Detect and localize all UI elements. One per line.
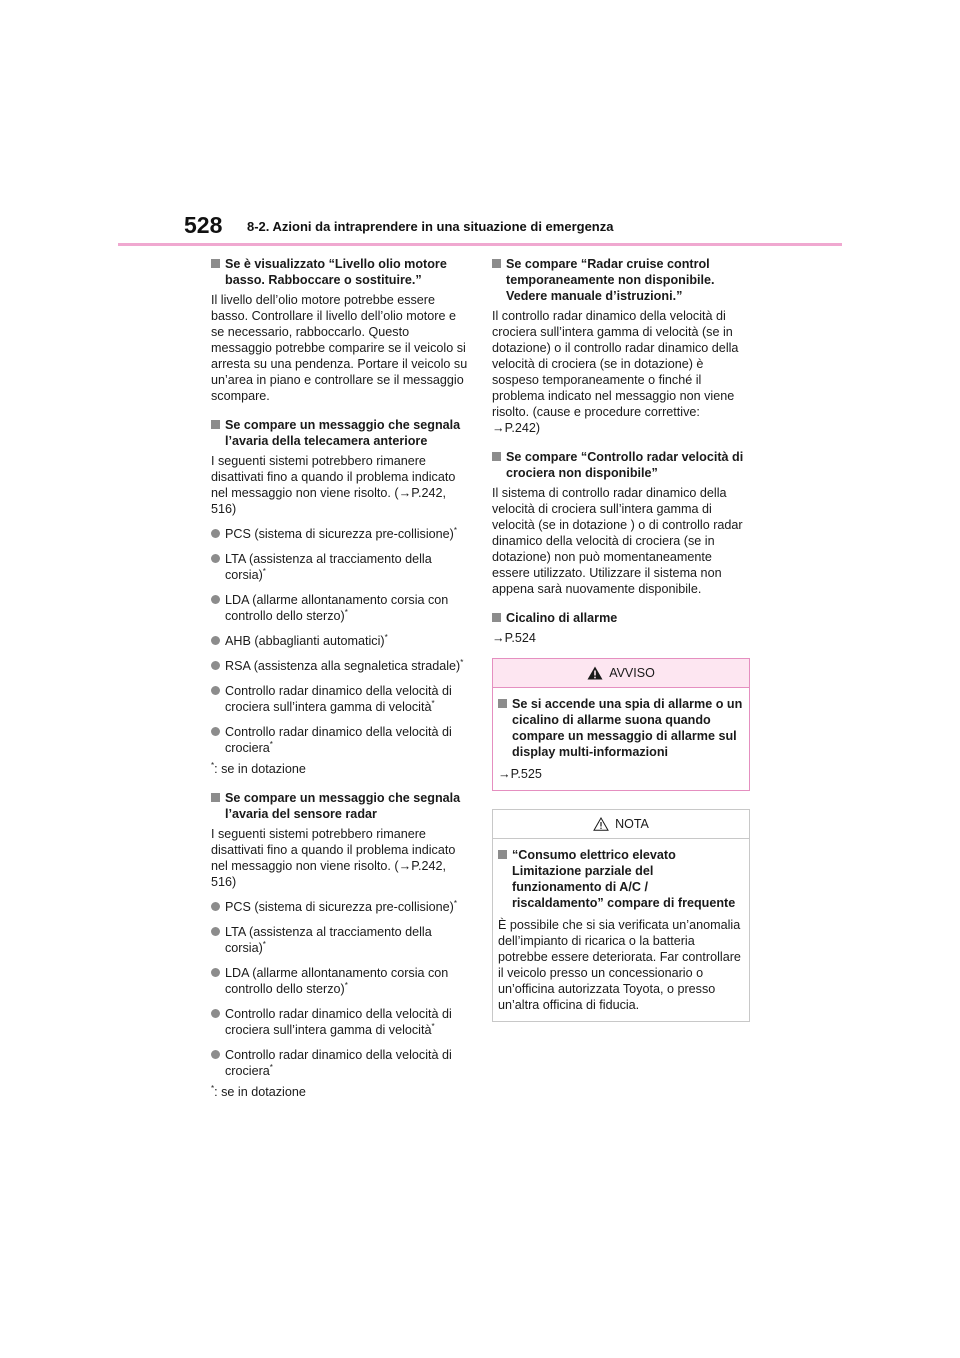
list-item: Controllo radar dinamico della velocità di crociera* xyxy=(211,724,469,756)
warning-label: AVVISO xyxy=(609,666,655,680)
round-bullet-icon xyxy=(211,529,220,538)
round-bullet-icon xyxy=(211,1050,220,1059)
square-bullet-icon xyxy=(211,793,220,802)
page-reference: →P.524 xyxy=(492,631,536,645)
round-bullet-icon xyxy=(211,927,220,936)
note-body: È possibile che si sia verificata un’anomalia dell’impianto di ricarica o la batteria potrebbe essere deteriorata. Far controllare il veicolo presso un concessionario o un’officina autorizzata Toyota, o presso un’altra officina di fiducia. xyxy=(498,918,741,1012)
caution-triangle-icon xyxy=(593,817,609,831)
square-bullet-icon xyxy=(498,699,507,708)
list-item: AHB (abbaglianti automatici)* xyxy=(211,633,469,649)
square-bullet-icon xyxy=(492,259,501,268)
section-heading: Se compare un messaggio che segnala l’avaria del sensore radar xyxy=(211,790,469,822)
left-column xyxy=(211,256,469,1113)
header-divider xyxy=(118,243,842,246)
warning-triangle-icon xyxy=(587,666,603,680)
footnote: *: se in dotazione xyxy=(211,1084,306,1099)
list-item: Controllo radar dinamico della velocità di crociera* xyxy=(211,1047,469,1079)
list-item: RSA (assistenza alla segnaletica stradale)* xyxy=(211,658,469,674)
square-bullet-icon xyxy=(492,452,501,461)
square-bullet-icon xyxy=(211,420,220,429)
round-bullet-icon xyxy=(211,968,220,977)
section-heading: Se compare “Radar cruise control temporaneamente non disponibile. Vedere manuale d’istruzioni.” xyxy=(492,256,750,304)
list-item: Controllo radar dinamico della velocità di crociera sull’intera gamma di velocità* xyxy=(211,1006,469,1038)
note-label: NOTA xyxy=(615,817,649,831)
section-heading: Se è visualizzato “Livello olio motore basso. Rabboccare o sostituire.” xyxy=(211,256,469,288)
list-item: PCS (sistema di sicurezza pre-collisione)* xyxy=(211,526,469,542)
round-bullet-icon xyxy=(211,554,220,563)
page-reference: →P.525 xyxy=(498,767,542,781)
note-box xyxy=(492,809,750,1022)
note-heading: “Consumo elettrico elevato Limitazione parziale del funzionamento di A/C / riscaldamento” compare di frequente xyxy=(498,847,743,911)
round-bullet-icon xyxy=(211,902,220,911)
paragraph: Il controllo radar dinamico della velocità di crociera sull’intera gamma di velocità (se in dotazione) o il controllo radar dinamico della velocità di crociera (se in dotazione) è sospeso temporaneamente o finché il problema indicato nel messaggio non viene risolto. (cause e procedure correttive: →P.242) xyxy=(492,309,739,435)
warning-box-header xyxy=(493,659,749,688)
list-item: Controllo radar dinamico della velocità di crociera sull’intera gamma di velocità* xyxy=(211,683,469,715)
note-box-header xyxy=(493,810,749,839)
right-column xyxy=(492,256,750,1040)
list-item: LDA (allarme allontanamento corsia con controllo dello sterzo)* xyxy=(211,965,469,997)
list-item: LTA (assistenza al tracciamento della corsia)* xyxy=(211,924,469,956)
round-bullet-icon xyxy=(211,636,220,645)
section-heading: Se compare “Controllo radar velocità di crociera non disponibile” xyxy=(492,449,750,481)
paragraph: Il sistema di controllo radar dinamico della velocità di crociera sull’intera gamma di velocità (se in dotazione ) o di controllo radar dinamico della velocità di crociera (se in dotazione) non può momentaneamente essere utilizzato. Utilizzare il sistema non appena sarà nuovamente disponibile. xyxy=(492,486,743,596)
chapter-title: 8-2. Azioni da intraprendere in una situazione di emergenza xyxy=(247,219,614,234)
warning-heading: Se si accende una spia di allarme o un cicalino di allarme suona quando compare un messaggio di allarme sul display multi-informazioni xyxy=(498,696,743,760)
footnote: *: se in dotazione xyxy=(211,761,306,776)
paragraph: I seguenti sistemi potrebbero rimanere disattivati fino a quando il problema indicato nel messaggio non viene risolto. (→P.242, 516) xyxy=(211,454,456,516)
square-bullet-icon xyxy=(498,850,507,859)
paragraph: I seguenti sistemi potrebbero rimanere disattivati fino a quando il problema indicato nel messaggio non viene risolto. (→P.242, 516) xyxy=(211,827,456,889)
round-bullet-icon xyxy=(211,595,220,604)
square-bullet-icon xyxy=(211,259,220,268)
section-heading: Cicalino di allarme xyxy=(492,610,750,626)
list-item: LDA (allarme allontanamento corsia con controllo dello sterzo)* xyxy=(211,592,469,624)
round-bullet-icon xyxy=(211,661,220,670)
round-bullet-icon xyxy=(211,686,220,695)
paragraph: Il livello dell’olio motore potrebbe essere basso. Controllare il livello dell’olio motore e se necessario, rabboccarlo. Questo messaggio potrebbe comparire se il veicolo si arresta su una pendenza. Portare il veicolo su un’area in piano e controllare se il messaggio scompare. xyxy=(211,293,468,403)
warning-box xyxy=(492,658,750,791)
list-item: LTA (assistenza al tracciamento della corsia)* xyxy=(211,551,469,583)
square-bullet-icon xyxy=(492,613,501,622)
page-number: 528 xyxy=(184,212,223,238)
round-bullet-icon xyxy=(211,1009,220,1018)
round-bullet-icon xyxy=(211,727,220,736)
section-heading: Se compare un messaggio che segnala l’avaria della telecamera anteriore xyxy=(211,417,469,449)
list-item: PCS (sistema di sicurezza pre-collisione)* xyxy=(211,899,469,915)
